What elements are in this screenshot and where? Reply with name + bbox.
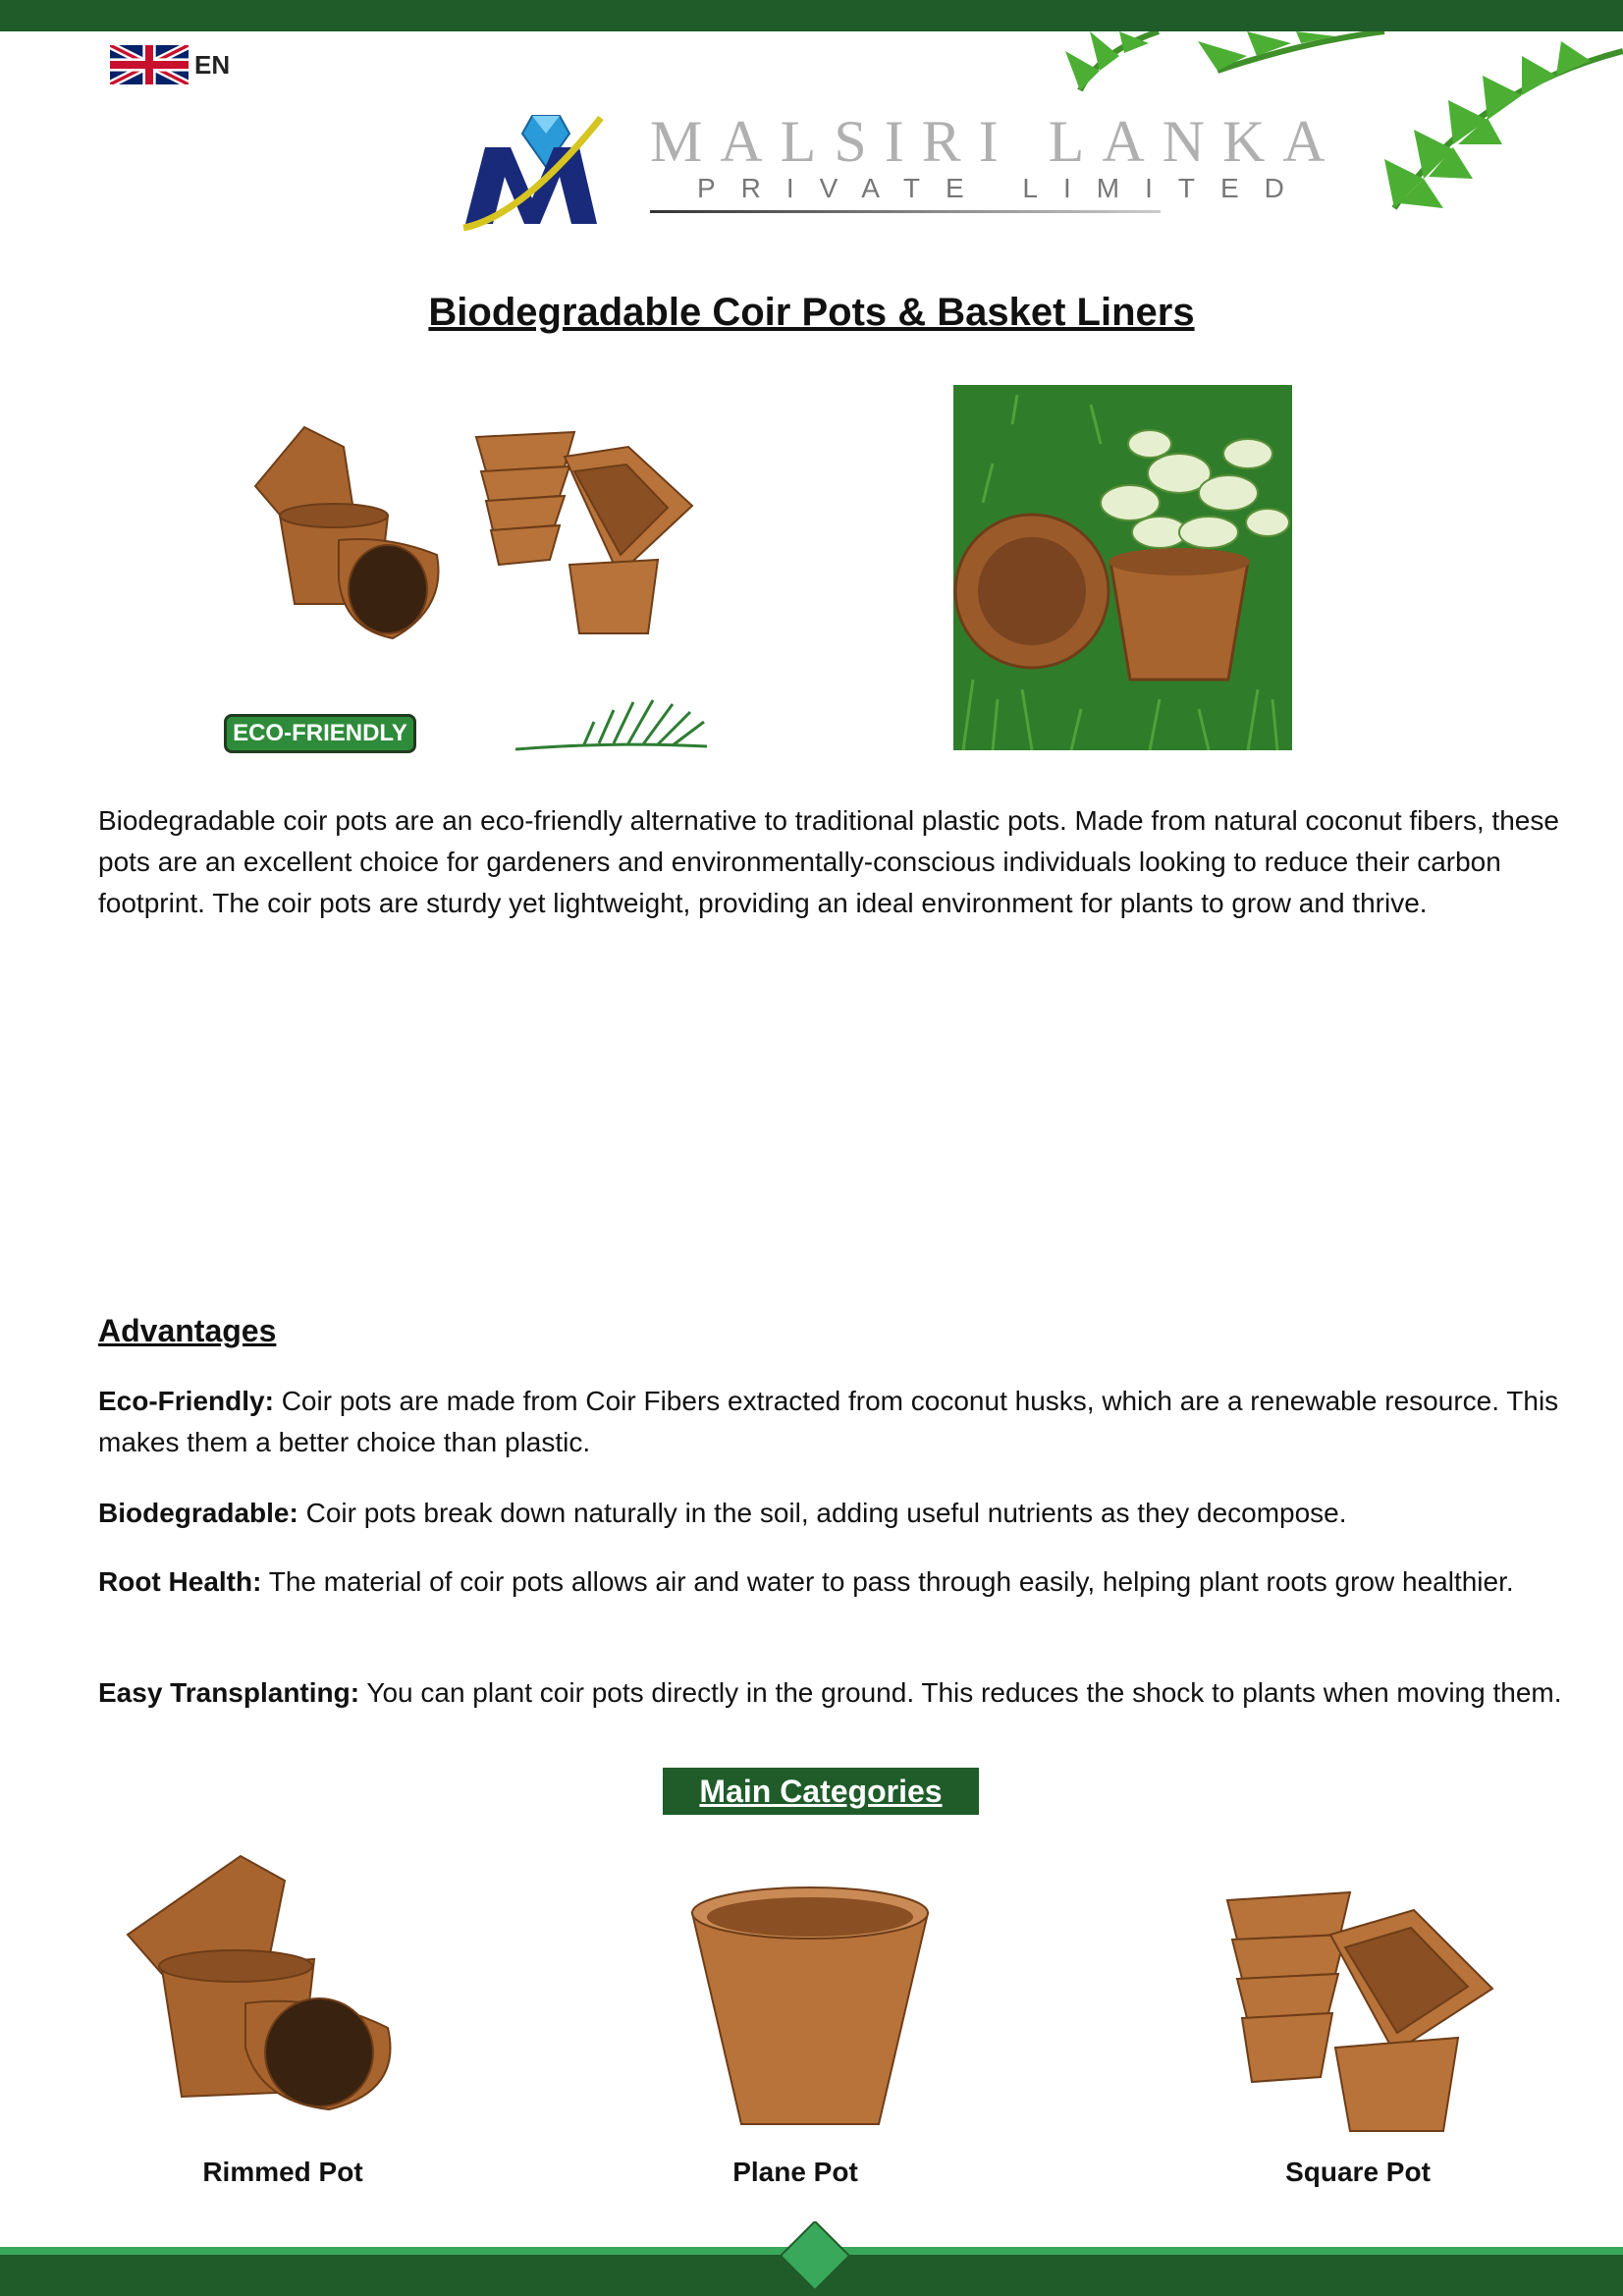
advantage-term: Biodegradable: [98, 1498, 298, 1528]
category-label-rimmed-pot: Rimmed Pot [202, 2157, 363, 2187]
brand-subtitle: PRIVATE LIMITED [697, 173, 1310, 203]
advantage-text: Coir pots break down naturally in the soil, adding useful nutrients as they decompose. [298, 1498, 1347, 1528]
coir-pots-group-image [245, 417, 707, 653]
language-code: EN [194, 49, 231, 80]
advantage-item-biodegradable [98, 1493, 1571, 1534]
uk-flag-icon [110, 45, 189, 84]
advantage-term: Eco-Friendly: [98, 1386, 274, 1416]
advantage-item-easy-transplanting [98, 1672, 1571, 1714]
advantages-heading: Advantages [98, 1313, 277, 1348]
advantage-term: Root Health: [98, 1566, 262, 1597]
intro-paragraph: Biodegradable coir pots are an eco-friendly alternative to traditional plastic pots. Made from natural coconut fibers, these pots are an excellent choice for gardeners and environmentally-conscious individuals looking to reduce their carbon footprint. The coir pots are sturdy yet lightweight, providing an ideal environment for plants to grow and thrive. [98, 805, 1559, 918]
brand-divider [650, 210, 1161, 213]
rimmed-pot-image [123, 1846, 407, 2111]
category-label-square-pot: Square Pot [1285, 2157, 1431, 2187]
language-selector[interactable] [110, 45, 230, 84]
advantage-item-eco-friendly [98, 1381, 1571, 1463]
advantage-term: Easy Transplanting: [98, 1677, 360, 1708]
eco-friendly-badge: ECO-FRIENDLY [224, 714, 416, 753]
advantage-text: You can plant coir pots directly in the ground. This reduces the shock to plants when moving them. [359, 1677, 1562, 1708]
advantage-text: Coir pots are made from Coir Fibers extracted from coconut husks, which are a renewable resource. This makes them a better choice than plastic. [98, 1386, 1559, 1457]
advantage-item-root-health [98, 1561, 1571, 1603]
diamond-ornament-icon [781, 2221, 849, 2290]
brand-name: MALSIRI LANKA [650, 109, 1343, 174]
square-pot-image [1222, 1881, 1497, 2136]
advantage-text: The material of coir pots allows air and water to pass through easily, helping plant roots grow healthier. [261, 1566, 1514, 1597]
main-categories-heading: Main Categories [663, 1768, 979, 1815]
diamond-m-logo-icon [454, 108, 611, 236]
plane-pot-image [687, 1884, 933, 2129]
top-band [0, 0, 1623, 31]
palm-leaf-icon [515, 692, 707, 751]
page-title: Biodegradable Coir Pots & Basket Liners [428, 291, 1195, 334]
plant-in-coir-pot-photo [953, 385, 1292, 750]
category-label-plane-pot: Plane Pot [732, 2157, 858, 2187]
